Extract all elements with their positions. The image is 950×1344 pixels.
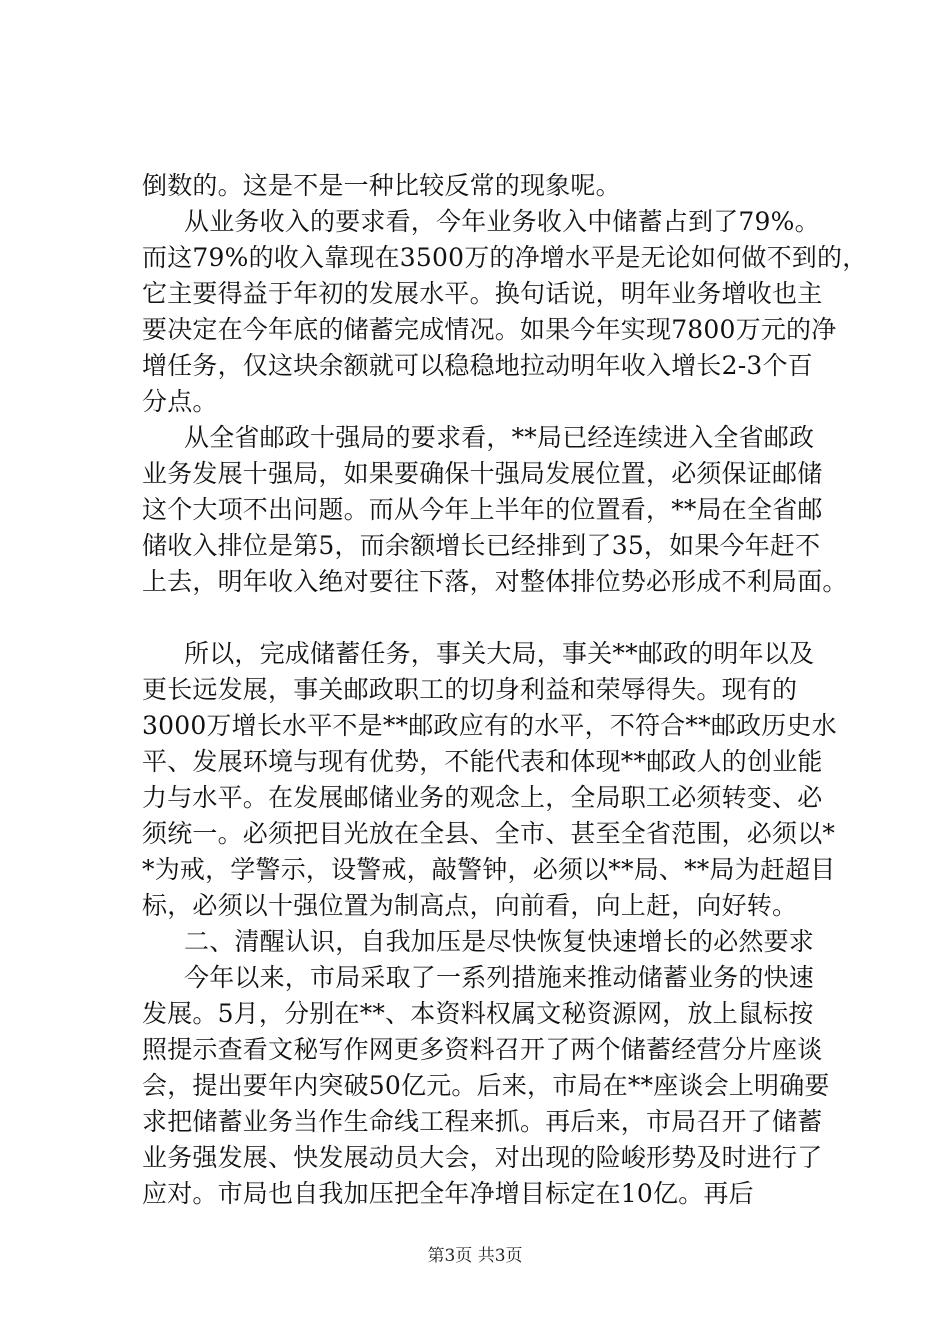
text-line: 上去，明年收入绝对要往下落，对整体排位势必形成不利局面。 <box>142 567 848 596</box>
text-line: 发展。5月，分别在**、本资料权属文秘资源网，放上鼠标按 <box>142 999 814 1028</box>
text-line: 标，必须以十强位置为制高点，向前看，向上赶，向好转。 <box>142 891 798 920</box>
text-line: 它主要得益于年初的发展水平。换句话说，明年业务增收也主 <box>142 279 823 308</box>
text-line: 会，提出要年内突破50亿元。后来，市局在**座谈会上明确要 <box>142 1071 830 1100</box>
text-line: 业务强发展、快发展动员大会，对出现的险峻形势及时进行了 <box>142 1143 823 1172</box>
text-line: 所以，完成储蓄任务，事关大局，事关**邮政的明年以及 <box>184 639 815 668</box>
text-line: 倒数的。这是不是一种比较反常的现象呢。 <box>142 171 621 200</box>
text-line: 从全省邮政十强局的要求看，**局已经连续进入全省邮政 <box>184 423 815 452</box>
text-line: 储收入排位是第5，而余额增长已经排到了35，如果今年赶不 <box>142 531 821 560</box>
text-line: 照提示查看文秘写作网更多资料召开了两个储蓄经营分片座谈 <box>142 1035 823 1064</box>
text-line: 增任务，仅这块余额就可以稳稳地拉动明年收入增长2-3个百 <box>142 351 813 380</box>
text-line: 3000万增长水平不是**邮政应有的水平，不符合**邮政历史水 <box>142 711 837 740</box>
text-line: 今年以来，市局采取了一系列措施来推动储蓄业务的快速 <box>184 963 815 992</box>
text-line: 要决定在今年底的储蓄完成情况。如果今年实现7800万元的净 <box>142 315 837 344</box>
text-line: 平、发展环境与现有优势，不能代表和体现**邮政人的创业能 <box>142 747 823 776</box>
text-line: 分点。 <box>142 387 218 416</box>
text-line: 这个大项不出问题。而从今年上半年的位置看，**局在全省邮 <box>142 495 823 524</box>
section-heading: 二、清醒认识，自我加压是尽快恢复快速增长的必然要求 <box>184 927 815 956</box>
text-line: 求把储蓄业务当作生命线工程来抓。再后来，市局召开了储蓄 <box>142 1107 823 1136</box>
text-line: 更长远发展，事关邮政职工的切身利益和荣辱得失。现有的 <box>142 675 798 704</box>
text-line: 业务发展十强局，如果要确保十强局发展位置，必须保证邮储 <box>142 459 823 488</box>
text-line: 从业务收入的要求看，今年业务收入中储蓄占到了79%。 <box>184 207 820 236</box>
text-line: *为戒，学警示，设警戒，敲警钟，必须以**局、**局为赶超目 <box>142 855 836 884</box>
blank-line <box>142 600 832 636</box>
page-number-footer: 第3页 共3页 <box>427 1246 523 1266</box>
text-line: 力与水平。在发展邮储业务的观念上，全局职工必须转变、必 <box>142 783 823 812</box>
text-line: 应对。市局也自我加压把全年净增目标定在10亿。再后 <box>142 1179 754 1208</box>
text-line: 须统一。必须把目光放在全县、全市、甚至全省范围，必须以* <box>142 819 836 848</box>
text-line: 而这79%的收入靠现在3500万的净增水平是无论如何做不到的， <box>142 243 868 272</box>
document-body <box>142 168 868 1212</box>
